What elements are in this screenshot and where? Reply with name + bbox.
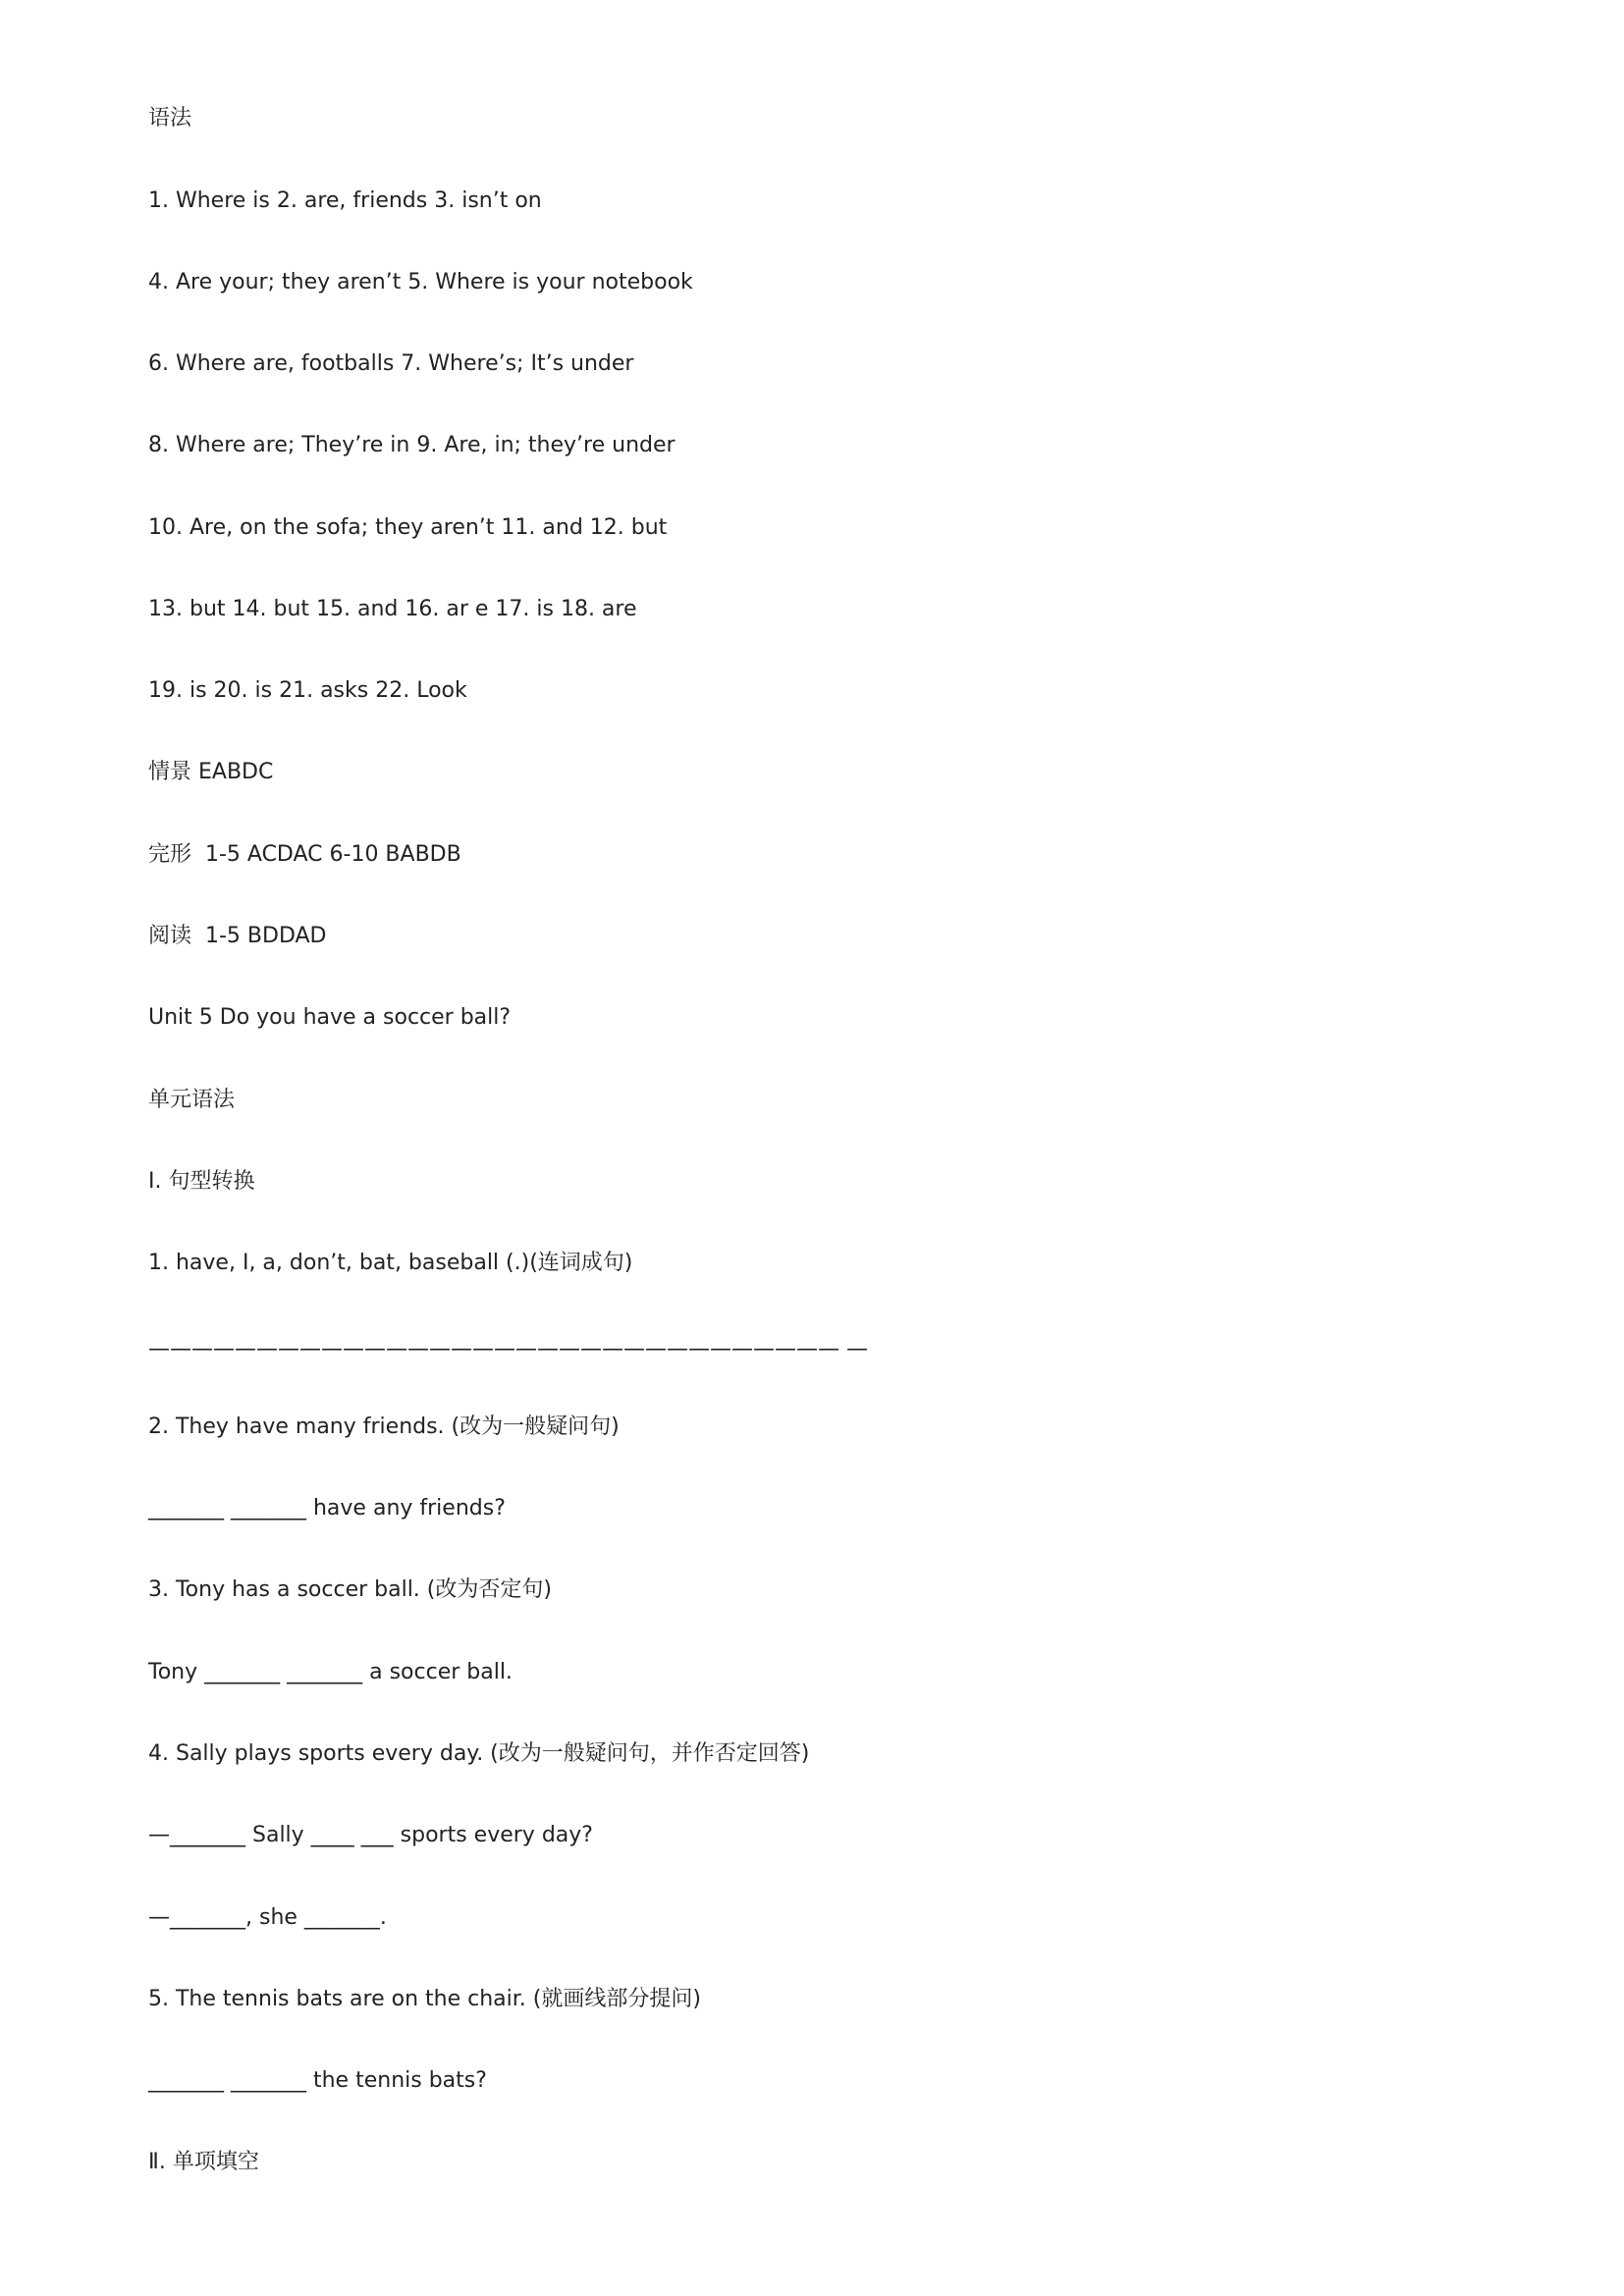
- part-heading-single-choice: Ⅱ. 单项填空: [148, 2150, 259, 2174]
- answer-line: 19. is 20. is 21. asks 22. Look: [148, 678, 467, 703]
- section-heading-unit-grammar: 单元语法: [148, 1088, 236, 1112]
- question-1: 1. have, I, a, don’t, bat, baseball (.)(连词成句): [148, 1251, 633, 1275]
- answer-blank-line: ———————————————————————————————— —: [148, 1337, 868, 1362]
- question-3: 3. Tony has a soccer ball. (改为否定句): [148, 1577, 552, 1602]
- question-2-blank: _______ _______ have any friends?: [148, 1496, 506, 1521]
- answer-line-reading: 阅读 1-5 BDDAD: [148, 924, 327, 948]
- question-5: 5. The tennis bats are on the chair. (就画线部分提问): [148, 1987, 701, 2011]
- question-4-blank-question: —_______ Sally ____ ___ sports every day?: [148, 1823, 593, 1847]
- section-heading-grammar: 语法: [148, 106, 192, 131]
- question-2: 2. They have many friends. (改为一般疑问句): [148, 1415, 620, 1439]
- answer-line: 4. Are your; they aren’t 5. Where is your notebook: [148, 270, 693, 294]
- answer-line: 1. Where is 2. are, friends 3. isn’t on: [148, 188, 542, 213]
- part-heading-sentence-transformation: Ⅰ. 句型转换: [148, 1169, 255, 1194]
- question-5-blank: _______ _______ the tennis bats?: [148, 2068, 487, 2093]
- answer-line: 6. Where are, footballs 7. Where’s; It’s under: [148, 351, 634, 376]
- question-3-blank: Tony _______ _______ a soccer ball.: [148, 1660, 513, 1684]
- answer-line: 10. Are, on the sofa; they aren’t 11. and 12. but: [148, 515, 668, 540]
- answer-line: 13. but 14. but 15. and 16. ar e 17. is 18. are: [148, 597, 637, 621]
- answer-line-situation: 情景 EABDC: [148, 760, 274, 784]
- answer-line: 8. Where are; They’re in 9. Are, in; they’re under: [148, 433, 676, 457]
- unit-title: Unit 5 Do you have a soccer ball?: [148, 1005, 512, 1030]
- question-4: 4. Sally plays sports every day. (改为一般疑问句，并作否定回答): [148, 1741, 810, 1766]
- answer-line-cloze: 完形 1-5 ACDAC 6-10 BABDB: [148, 842, 461, 867]
- question-4-blank-answer: —_______, she _______.: [148, 1905, 387, 1930]
